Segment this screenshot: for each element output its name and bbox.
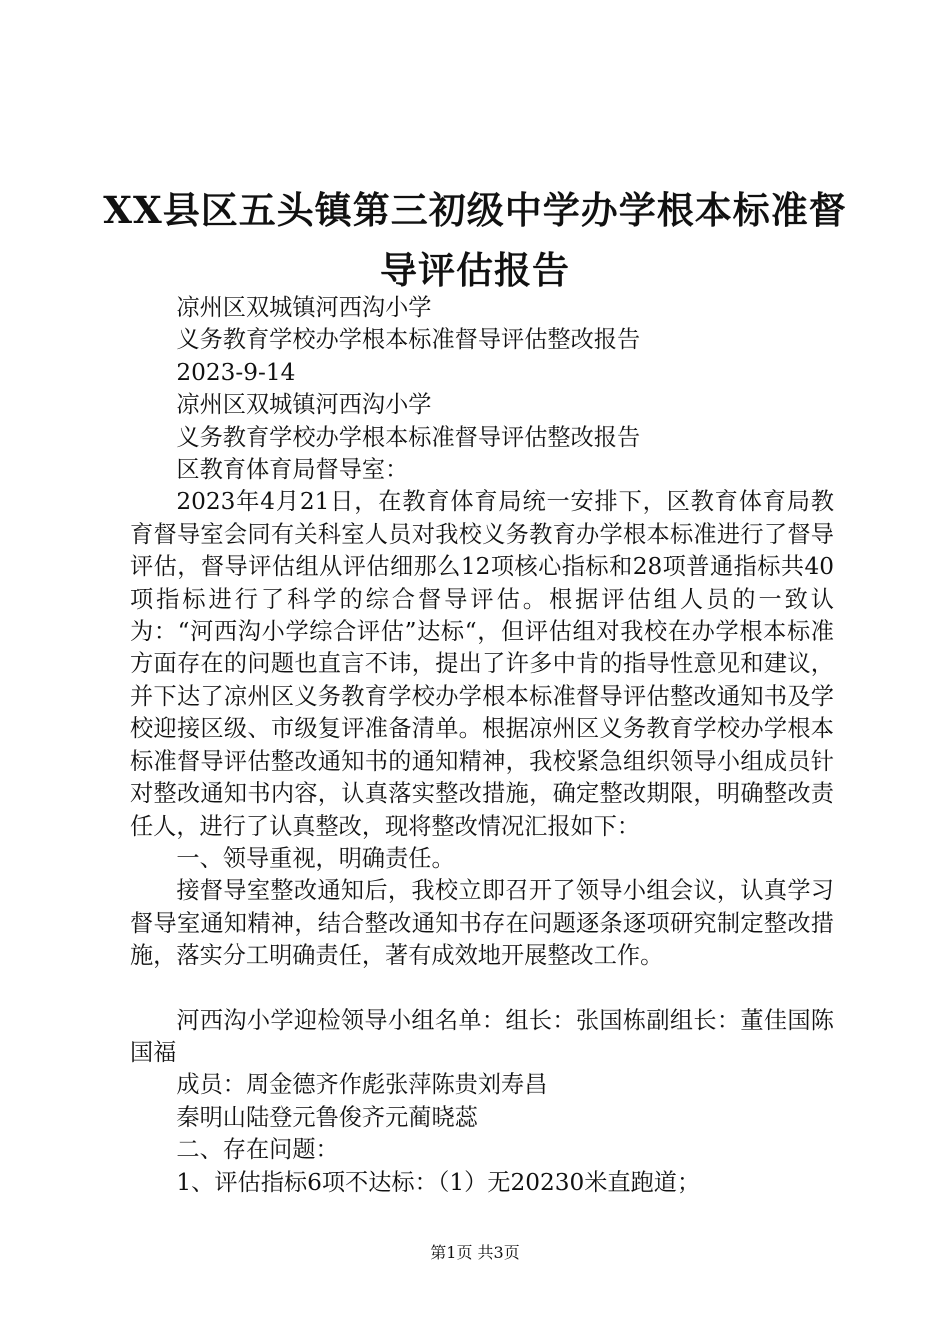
paragraph: 2023年4月21日，在教育体育局统一安排下，区教育体育局教育督导室会同有关科室人员对我校义务教育办学根本标准进行了督导评估，督导评估组从评估细那么12项核心指标和28项普通指标共40项指标进行了科学的综合督导评估。根据评估组人员的一致认为：“河西沟小学综合评估”达标“，但评估组对我校在办学根本标准方面存在的问题也直言不讳，提出了许多中肯的指导性意见和建议，并下达了凉州区义务教育学校办学根本标准督导评估整改通知书及学校迎接区级、市级复评准备清单。根据凉州区义务教育学校办学根本标准督导评估整改通知书的通知精神，我校紧急组织领导小组成员针对整改通知书内容，认真落实整改措施，确定整改期限，明确整改责任人，进行了认真整改，现将整改情况汇报如下： xyxy=(130,488,834,840)
paragraph: 凉州区双城镇河西沟小学 xyxy=(176,391,432,419)
paragraph: 区教育体育局督导室： xyxy=(176,456,409,484)
paragraph: 1、评估指标6项不达标：（1）无20230米直跑道； xyxy=(176,1168,701,1196)
document-title-line-2: 导评估报告 xyxy=(380,248,570,292)
paragraph: 秦明山陆登元鲁俊齐元蔺晓蕊 xyxy=(176,1103,478,1131)
paragraph: 义务教育学校办学根本标准督导评估整改报告 xyxy=(176,326,641,354)
paragraph: 2023-9-14 xyxy=(176,358,296,386)
section-heading: 二、存在问题： xyxy=(176,1136,339,1164)
document-title-line-1: XX县区五头镇第三初级中学办学根本标准督 xyxy=(103,188,847,232)
paragraph: 成员：周金德齐作彪张萍陈贵刘寿昌 xyxy=(176,1071,548,1099)
paragraph: 河西沟小学迎检领导小组名单：组长：张国栋副组长：董佳国陈国福 xyxy=(130,1006,834,1066)
document-body xyxy=(130,292,834,1199)
section-heading: 一、领导重视，明确责任。 xyxy=(176,844,455,872)
paragraph: 义务教育学校办学根本标准督导评估整改报告 xyxy=(176,423,641,451)
paragraph: 凉州区双城镇河西沟小学 xyxy=(176,294,432,321)
page-footer: 第1页 共3页 xyxy=(430,1243,520,1262)
paragraph: 接督导室整改通知后，我校立即召开了领导小组会议，认真学习督导室通知精神，结合整改通知书存在问题逐条逐项研究制定整改措施，落实分工明确责任，著有成效地开展整改工作。 xyxy=(130,877,834,970)
